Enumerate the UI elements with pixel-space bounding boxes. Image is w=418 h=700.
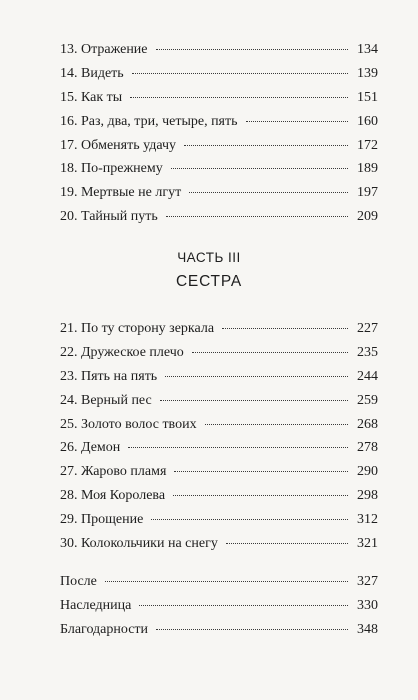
dot-leader xyxy=(166,216,348,217)
dot-leader xyxy=(139,605,348,606)
toc-entry-title: 22. Дружеское плечо xyxy=(60,344,184,360)
toc-entry xyxy=(60,532,378,556)
dot-leader xyxy=(222,328,348,329)
toc-entry xyxy=(60,181,378,205)
toc-entry-title: 18. По-прежнему xyxy=(60,161,163,177)
toc-entry-page: 327 xyxy=(357,574,378,589)
toc-entry-page: 197 xyxy=(357,185,378,201)
toc-entry-page: 330 xyxy=(357,597,378,613)
toc-entry-title: 29. Прощение xyxy=(60,512,144,528)
toc-entry xyxy=(60,157,378,181)
toc-entry-title: 15. Как ты xyxy=(60,89,123,105)
toc-entry-page: 348 xyxy=(357,621,378,637)
dot-leader xyxy=(105,581,348,582)
part-label: ЧАСТЬ III xyxy=(177,250,241,265)
part-heading xyxy=(0,248,418,293)
dot-leader xyxy=(171,168,348,169)
toc-entry-page: 278 xyxy=(357,440,378,456)
toc-entry xyxy=(60,508,378,532)
toc-entry xyxy=(60,460,378,484)
toc-entry xyxy=(60,413,378,437)
toc-entry xyxy=(60,62,378,86)
toc-entry-page: 134 xyxy=(357,42,378,57)
dot-leader xyxy=(130,97,348,98)
dot-leader xyxy=(205,424,348,425)
toc-entry-title: 14. Видеть xyxy=(60,65,124,81)
toc-entry-page: 209 xyxy=(357,209,378,225)
toc-entry-title: 28. Моя Королева xyxy=(60,488,166,504)
toc-entry xyxy=(60,594,378,618)
part-title: СЕСТРА xyxy=(175,273,243,290)
dot-leader xyxy=(132,73,348,74)
toc-entry xyxy=(60,38,378,62)
toc-entry-page: 268 xyxy=(357,416,378,432)
toc-entry-title: 26. Демон xyxy=(60,440,121,456)
toc-entry xyxy=(60,86,378,110)
toc-list-part-three xyxy=(60,317,378,556)
toc-entry-page: 160 xyxy=(357,113,378,129)
toc-entry xyxy=(60,205,378,229)
toc-entry-title: Наследница xyxy=(60,597,132,613)
dot-leader xyxy=(156,49,348,50)
toc-entry-title: 16. Раз, два, три, четыре, пять xyxy=(60,113,238,129)
dot-leader xyxy=(156,629,348,630)
toc-entry-page: 139 xyxy=(357,65,378,81)
toc-list-back-matter xyxy=(60,570,378,642)
toc-entry-page: 298 xyxy=(357,488,378,504)
dot-leader xyxy=(165,376,348,377)
toc-entry-title: 27. Жарово пламя xyxy=(60,464,167,480)
toc-entry-title: 13. Отражение xyxy=(60,42,148,57)
toc-entry-title: Благодарности xyxy=(60,621,149,637)
toc-entry-page: 259 xyxy=(357,392,378,408)
toc-entry-page: 321 xyxy=(357,536,378,552)
toc-entry xyxy=(60,484,378,508)
toc-entry-title: После xyxy=(60,574,97,589)
dot-leader xyxy=(184,145,348,146)
toc-entry-page: 151 xyxy=(357,89,378,105)
toc-list-chapters-13-20 xyxy=(60,38,378,229)
toc-entry-title: 21. По ту сторону зеркала xyxy=(60,321,215,336)
toc-entry-page: 189 xyxy=(357,161,378,177)
dot-leader xyxy=(192,352,348,353)
toc-entry-page: 290 xyxy=(357,464,378,480)
dot-leader xyxy=(128,447,348,448)
dot-leader xyxy=(160,400,348,401)
toc-entry xyxy=(60,618,378,642)
toc-entry-page: 312 xyxy=(357,512,378,528)
toc-entry-title: 17. Обменять удачу xyxy=(60,137,177,153)
toc-entry xyxy=(60,570,378,594)
toc-entry-page: 235 xyxy=(357,344,378,360)
dot-leader xyxy=(174,471,348,472)
toc-entry xyxy=(60,436,378,460)
toc-entry xyxy=(60,110,378,134)
toc-entry-title: 23. Пять на пять xyxy=(60,368,158,384)
toc-entry-page: 172 xyxy=(357,137,378,153)
dot-leader xyxy=(226,543,348,544)
toc-entry xyxy=(60,317,378,341)
toc-entry-title: 19. Мертвые не лгут xyxy=(60,185,182,201)
dot-leader xyxy=(189,192,348,193)
toc-entry-page: 227 xyxy=(357,321,378,336)
toc-entry-page: 244 xyxy=(357,368,378,384)
toc-entry xyxy=(60,389,378,413)
toc-entry xyxy=(60,365,378,389)
dot-leader xyxy=(173,495,348,496)
toc-entry xyxy=(60,134,378,158)
dot-leader xyxy=(151,519,348,520)
toc-entry xyxy=(60,341,378,365)
toc-entry-title: 25. Золото волос твоих xyxy=(60,416,197,432)
toc-entry-title: 30. Колокольчики на снегу xyxy=(60,536,218,552)
toc-entry-title: 24. Верный пес xyxy=(60,392,152,408)
dot-leader xyxy=(246,121,348,122)
toc-entry-title: 20. Тайный путь xyxy=(60,209,158,225)
